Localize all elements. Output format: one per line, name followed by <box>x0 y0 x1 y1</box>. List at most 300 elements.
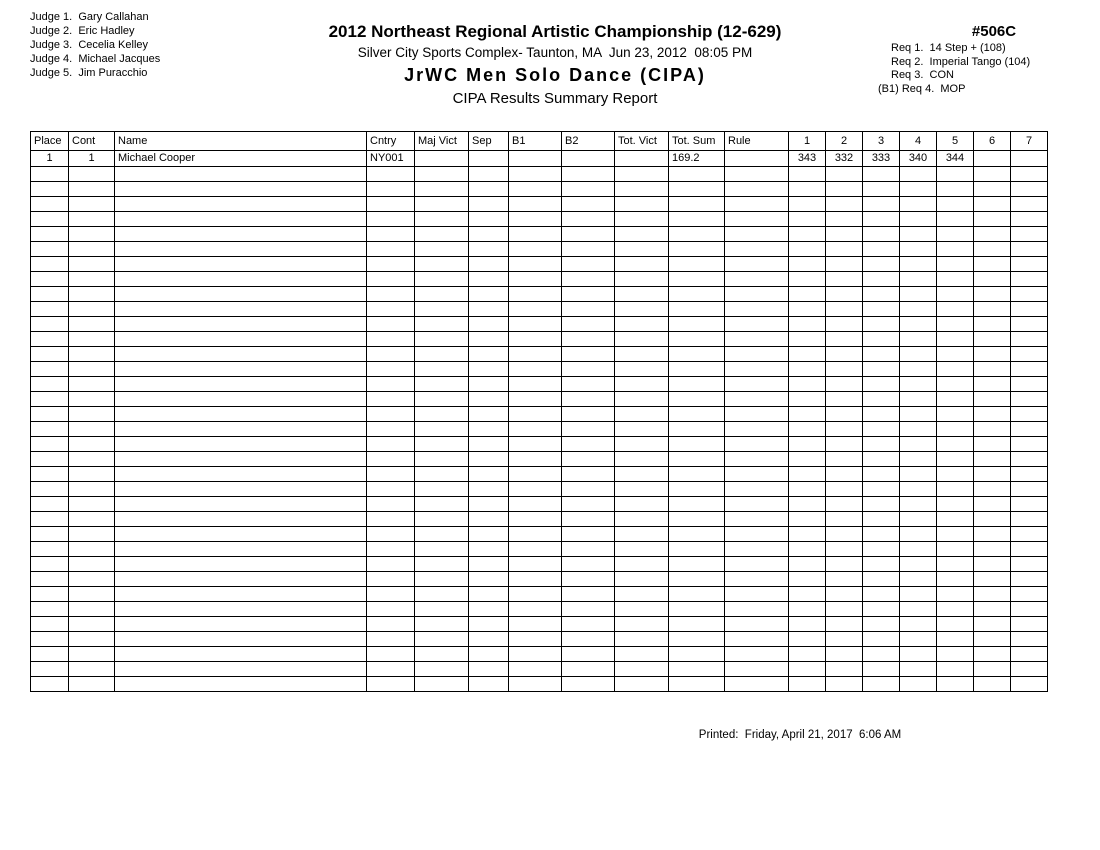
table-cell <box>826 287 863 302</box>
table-cell <box>31 542 69 557</box>
table-cell <box>615 332 669 347</box>
table-cell <box>509 512 562 527</box>
table-cell <box>863 572 900 587</box>
table-cell <box>31 647 69 662</box>
table-cell <box>69 572 115 587</box>
table-cell <box>615 347 669 362</box>
table-cell <box>863 182 900 197</box>
table-cell <box>69 437 115 452</box>
table-cell <box>669 482 725 497</box>
col-header-sep: Sep <box>469 132 509 151</box>
table-cell <box>789 602 826 617</box>
venue-date-line: Silver City Sports Complex- Taunton, MA Jun 23, 2012 08:05 PM <box>357 45 753 60</box>
empty-row <box>31 452 1048 467</box>
table-cell <box>789 557 826 572</box>
table-cell <box>669 227 725 242</box>
table-cell <box>725 407 789 422</box>
table-cell <box>669 437 725 452</box>
table-cell <box>669 662 725 677</box>
table-cell <box>367 332 415 347</box>
table-cell <box>974 647 1011 662</box>
table-cell <box>562 482 615 497</box>
table-cell <box>900 182 937 197</box>
table-cell <box>367 632 415 647</box>
table-cell <box>863 437 900 452</box>
table-cell <box>615 197 669 212</box>
table-cell <box>826 452 863 467</box>
table-cell <box>69 242 115 257</box>
table-cell <box>509 347 562 362</box>
result-row <box>31 151 1048 167</box>
empty-row <box>31 377 1048 392</box>
table-cell <box>115 182 367 197</box>
table-cell <box>937 662 974 677</box>
table-cell <box>469 572 509 587</box>
table-cell <box>669 497 725 512</box>
table-cell <box>789 512 826 527</box>
table-cell <box>367 392 415 407</box>
table-cell <box>31 677 69 692</box>
table-cell <box>69 212 115 227</box>
col-header-b2: B2 <box>562 132 615 151</box>
table-cell <box>826 512 863 527</box>
table-cell <box>900 287 937 302</box>
table-cell <box>1011 302 1048 317</box>
empty-row <box>31 647 1048 662</box>
table-cell <box>826 377 863 392</box>
table-cell <box>725 377 789 392</box>
table-cell <box>562 587 615 602</box>
col-header-b1: B1 <box>509 132 562 151</box>
table-cell <box>863 557 900 572</box>
empty-row <box>31 422 1048 437</box>
table-cell <box>725 632 789 647</box>
table-cell <box>826 272 863 287</box>
table-cell <box>367 572 415 587</box>
table-cell <box>367 662 415 677</box>
table-cell <box>974 197 1011 212</box>
table-cell <box>31 302 69 317</box>
empty-row <box>31 557 1048 572</box>
table-cell <box>615 242 669 257</box>
table-cell <box>115 212 367 227</box>
table-cell <box>789 197 826 212</box>
empty-row <box>31 272 1048 287</box>
event-title: JrWC Men Solo Dance (CIPA) <box>404 65 706 85</box>
table-cell: Michael Cooper <box>115 151 367 167</box>
table-cell <box>937 497 974 512</box>
table-cell <box>789 287 826 302</box>
table-cell <box>826 677 863 692</box>
table-cell <box>669 362 725 377</box>
table-cell <box>415 647 469 662</box>
empty-row <box>31 542 1048 557</box>
table-cell <box>900 362 937 377</box>
empty-row <box>31 182 1048 197</box>
table-cell <box>1011 392 1048 407</box>
table-cell <box>415 272 469 287</box>
table-cell <box>562 662 615 677</box>
table-cell <box>615 272 669 287</box>
table-cell <box>509 227 562 242</box>
table-cell <box>509 587 562 602</box>
requirement-entry: Req 1. 14 Step + (108) <box>891 42 1006 54</box>
table-cell <box>31 392 69 407</box>
table-cell <box>826 557 863 572</box>
table-cell <box>469 347 509 362</box>
table-cell <box>562 392 615 407</box>
table-cell <box>900 557 937 572</box>
table-cell <box>725 302 789 317</box>
table-cell <box>725 197 789 212</box>
table-cell <box>367 377 415 392</box>
table-cell <box>1011 602 1048 617</box>
table-cell <box>863 227 900 242</box>
table-cell <box>69 452 115 467</box>
table-cell <box>1011 512 1048 527</box>
table-cell <box>115 467 367 482</box>
table-cell <box>509 182 562 197</box>
empty-row <box>31 392 1048 407</box>
table-cell <box>863 407 900 422</box>
table-cell <box>367 602 415 617</box>
table-cell <box>937 587 974 602</box>
table-cell <box>615 497 669 512</box>
table-cell <box>415 242 469 257</box>
table-cell <box>900 437 937 452</box>
table-cell <box>725 482 789 497</box>
table-cell <box>789 317 826 332</box>
col-header-judge-5: 5 <box>937 132 974 151</box>
table-cell <box>115 602 367 617</box>
table-cell <box>826 362 863 377</box>
table-cell <box>725 602 789 617</box>
col-header-cont: Cont <box>69 132 115 151</box>
table-cell <box>415 452 469 467</box>
table-cell <box>863 512 900 527</box>
table-cell <box>367 437 415 452</box>
table-cell <box>789 242 826 257</box>
table-cell <box>826 242 863 257</box>
table-cell <box>115 677 367 692</box>
table-cell <box>974 632 1011 647</box>
table-cell <box>725 182 789 197</box>
table-cell <box>562 257 615 272</box>
table-cell <box>562 302 615 317</box>
table-cell <box>974 212 1011 227</box>
table-cell <box>367 482 415 497</box>
table-cell <box>615 542 669 557</box>
table-cell <box>974 182 1011 197</box>
table-cell <box>669 212 725 227</box>
table-cell <box>725 242 789 257</box>
col-header-judge-1: 1 <box>789 132 826 151</box>
table-cell <box>789 392 826 407</box>
table-cell <box>562 677 615 692</box>
table-cell <box>789 227 826 242</box>
table-cell <box>615 317 669 332</box>
table-cell <box>615 662 669 677</box>
table-cell <box>1011 197 1048 212</box>
table-cell <box>863 197 900 212</box>
col-header-maj-vict: Maj Vict <box>415 132 469 151</box>
table-cell <box>115 557 367 572</box>
table-cell <box>415 467 469 482</box>
table-cell <box>115 542 367 557</box>
table-cell <box>415 632 469 647</box>
table-cell <box>69 332 115 347</box>
table-cell <box>562 287 615 302</box>
table-cell <box>1011 272 1048 287</box>
table-cell <box>415 407 469 422</box>
table-cell <box>31 182 69 197</box>
table-cell <box>469 182 509 197</box>
table-cell <box>1011 182 1048 197</box>
table-cell <box>615 377 669 392</box>
table-cell <box>509 302 562 317</box>
empty-row <box>31 407 1048 422</box>
table-cell <box>937 182 974 197</box>
table-cell <box>615 437 669 452</box>
empty-row <box>31 227 1048 242</box>
table-cell <box>31 452 69 467</box>
table-cell <box>562 227 615 242</box>
table-cell <box>469 151 509 167</box>
table-cell <box>115 227 367 242</box>
table-cell <box>469 167 509 182</box>
table-cell <box>789 482 826 497</box>
table-cell <box>826 542 863 557</box>
table-cell <box>863 632 900 647</box>
table-cell <box>562 647 615 662</box>
table-cell <box>937 317 974 332</box>
table-cell <box>615 407 669 422</box>
table-cell <box>789 377 826 392</box>
table-cell <box>863 647 900 662</box>
table-cell <box>509 647 562 662</box>
table-cell <box>974 482 1011 497</box>
table-cell <box>615 512 669 527</box>
table-cell <box>415 151 469 167</box>
table-cell <box>31 272 69 287</box>
judge-entry: Judge 2. Eric Hadley <box>30 25 135 37</box>
table-cell <box>1011 151 1048 167</box>
table-cell <box>1011 467 1048 482</box>
table-cell <box>937 302 974 317</box>
table-cell <box>415 497 469 512</box>
table-cell <box>826 257 863 272</box>
table-cell <box>69 512 115 527</box>
table-cell <box>367 467 415 482</box>
table-cell <box>69 527 115 542</box>
table-cell <box>562 377 615 392</box>
table-cell <box>415 302 469 317</box>
table-cell <box>69 227 115 242</box>
table-cell: NY001 <box>367 151 415 167</box>
table-cell <box>615 647 669 662</box>
table-cell <box>937 557 974 572</box>
empty-row <box>31 482 1048 497</box>
table-cell <box>669 542 725 557</box>
table-cell <box>1011 527 1048 542</box>
table-cell <box>69 317 115 332</box>
table-cell <box>31 227 69 242</box>
results-table-container <box>30 131 1048 692</box>
table-cell <box>509 467 562 482</box>
table-cell <box>509 632 562 647</box>
table-cell <box>863 167 900 182</box>
table-cell <box>826 422 863 437</box>
table-cell <box>1011 242 1048 257</box>
table-cell <box>562 272 615 287</box>
table-cell <box>863 317 900 332</box>
table-cell <box>562 182 615 197</box>
table-cell <box>367 197 415 212</box>
table-cell <box>826 212 863 227</box>
table-cell <box>415 182 469 197</box>
table-cell <box>69 377 115 392</box>
table-cell <box>469 302 509 317</box>
table-cell <box>789 272 826 287</box>
table-cell <box>937 347 974 362</box>
table-cell <box>367 452 415 467</box>
table-cell <box>509 452 562 467</box>
table-cell <box>367 272 415 287</box>
table-cell <box>469 197 509 212</box>
table-cell <box>69 662 115 677</box>
table-cell <box>974 151 1011 167</box>
table-cell <box>863 242 900 257</box>
table-cell <box>900 497 937 512</box>
event-number: #506C <box>971 23 1017 40</box>
table-cell <box>562 617 615 632</box>
table-cell <box>69 197 115 212</box>
table-cell <box>509 602 562 617</box>
table-cell <box>115 242 367 257</box>
table-cell <box>69 617 115 632</box>
table-cell <box>789 362 826 377</box>
table-cell <box>562 572 615 587</box>
table-cell <box>937 632 974 647</box>
table-cell <box>937 542 974 557</box>
table-cell <box>725 617 789 632</box>
table-cell <box>31 437 69 452</box>
table-cell <box>669 182 725 197</box>
table-cell <box>937 482 974 497</box>
table-cell <box>31 167 69 182</box>
table-cell <box>1011 662 1048 677</box>
table-cell <box>367 542 415 557</box>
table-cell <box>937 677 974 692</box>
table-cell <box>31 347 69 362</box>
table-cell <box>937 572 974 587</box>
table-cell <box>669 677 725 692</box>
table-cell <box>31 527 69 542</box>
table-cell <box>669 587 725 602</box>
table-cell <box>367 677 415 692</box>
table-cell <box>974 572 1011 587</box>
table-cell <box>615 287 669 302</box>
empty-row <box>31 317 1048 332</box>
table-cell <box>415 617 469 632</box>
table-cell <box>974 467 1011 482</box>
table-cell <box>69 392 115 407</box>
table-cell <box>469 452 509 467</box>
table-cell <box>367 227 415 242</box>
requirement-entry: (B1) Req 4. MOP <box>878 82 966 95</box>
table-cell <box>31 377 69 392</box>
table-cell: 340 <box>900 151 937 167</box>
table-cell <box>31 212 69 227</box>
table-cell <box>826 392 863 407</box>
empty-row <box>31 167 1048 182</box>
table-cell <box>974 167 1011 182</box>
table-cell <box>725 662 789 677</box>
table-cell <box>509 242 562 257</box>
table-cell <box>974 257 1011 272</box>
table-cell <box>469 557 509 572</box>
table-cell <box>900 452 937 467</box>
table-cell <box>900 602 937 617</box>
table-cell <box>725 167 789 182</box>
table-cell <box>937 287 974 302</box>
table-cell <box>725 362 789 377</box>
table-cell <box>469 482 509 497</box>
table-cell <box>725 257 789 272</box>
table-cell <box>937 452 974 467</box>
table-cell <box>469 362 509 377</box>
table-cell <box>725 647 789 662</box>
table-cell <box>31 632 69 647</box>
table-cell <box>469 617 509 632</box>
table-cell <box>469 437 509 452</box>
table-cell <box>115 422 367 437</box>
table-cell <box>1011 617 1048 632</box>
table-cell <box>1011 542 1048 557</box>
table-cell <box>1011 287 1048 302</box>
table-cell <box>669 647 725 662</box>
table-cell <box>69 542 115 557</box>
table-cell <box>31 587 69 602</box>
table-cell <box>31 572 69 587</box>
table-cell <box>937 647 974 662</box>
table-cell <box>69 407 115 422</box>
table-cell <box>937 422 974 437</box>
table-cell <box>562 452 615 467</box>
table-cell <box>509 257 562 272</box>
table-cell <box>469 602 509 617</box>
table-cell <box>562 347 615 362</box>
table-cell <box>974 452 1011 467</box>
table-cell <box>367 587 415 602</box>
table-cell <box>509 677 562 692</box>
table-cell <box>669 317 725 332</box>
table-cell <box>31 602 69 617</box>
table-cell <box>115 647 367 662</box>
table-cell <box>509 572 562 587</box>
empty-row <box>31 437 1048 452</box>
table-cell <box>725 587 789 602</box>
table-cell <box>900 542 937 557</box>
empty-row <box>31 587 1048 602</box>
table-cell <box>415 512 469 527</box>
table-cell <box>863 212 900 227</box>
table-cell <box>1011 482 1048 497</box>
empty-row <box>31 197 1048 212</box>
table-cell <box>615 182 669 197</box>
table-cell <box>669 617 725 632</box>
table-cell <box>826 617 863 632</box>
